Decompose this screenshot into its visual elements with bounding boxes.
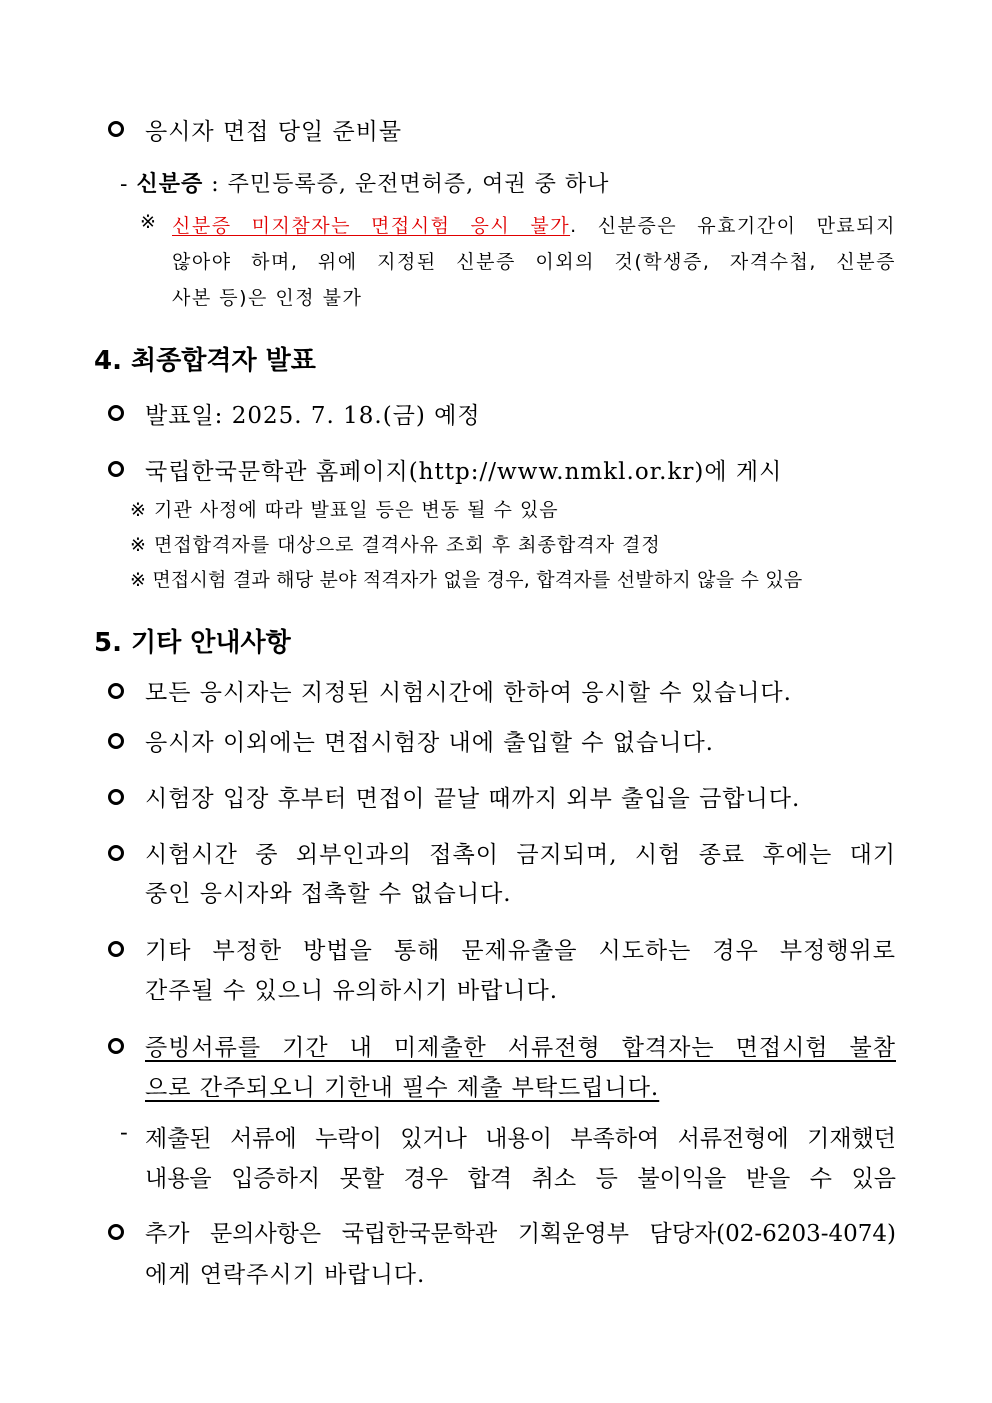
prep-id-line: - 신분증 : 주민등록증, 운전면허증, 여권 중 하나 bbox=[120, 171, 610, 197]
section4-note-2: ※ 면접합격자를 대상으로 결격사유 조회 후 최종합격자 결정 bbox=[130, 534, 661, 556]
prep-title: 응시자 면접 당일 준비물 bbox=[145, 119, 403, 145]
notice-item-1: 모든 응시자는 지정된 시험시간에 한하여 응시할 수 있습니다. bbox=[145, 680, 792, 706]
section4-note-1: ※ 기관 사정에 따라 발표일 등은 변동 될 수 있음 bbox=[130, 499, 559, 521]
circle-bullet-icon bbox=[108, 1038, 124, 1054]
circle-bullet-icon bbox=[108, 405, 124, 421]
id-text: : 주민등록증, 운전면허증, 여권 중 하나 bbox=[203, 172, 610, 197]
prep-note-line2: 않아야 하며, 위에 지정된 신분증 이외의 것(학생증, 자격수첩, 신분증 bbox=[172, 251, 896, 273]
notice-item-6-sub-line2: 내용을 입증하지 못할 경우 합격 취소 등 불이익을 받을 수 있음 bbox=[145, 1166, 896, 1192]
prep-note-line1 bbox=[172, 211, 896, 238]
notice-item-6-line2: 으로 간주되오니 기한내 필수 제출 부탁드립니다. bbox=[145, 1075, 660, 1101]
prep-note-red: 신분증 미지참자는 면접시험 응시 불가 bbox=[172, 215, 571, 237]
notice-item-4-line2: 중인 응시자와 접촉할 수 없습니다. bbox=[145, 881, 512, 907]
circle-bullet-icon bbox=[108, 733, 124, 749]
section4-heading: 4. 최종합격자 발표 bbox=[94, 346, 316, 376]
notice-item-6-sub-line1: 제출된 서류에 누락이 있거나 내용이 부족하여 서류전형에 기재했던 bbox=[145, 1126, 896, 1152]
notice-item-7-line2: 에게 연락주시기 바랍니다. bbox=[145, 1262, 426, 1288]
notice-item-3: 시험장 입장 후부터 면접이 끝날 때까지 외부 출입을 금합니다. bbox=[145, 786, 801, 812]
section4-note-3: ※ 면접시험 결과 해당 분야 적격자가 없을 경우, 합격자를 선발하지 않을 수 있음 bbox=[130, 569, 803, 591]
homepage-notice: 국립한국문학관 홈페이지(http://www.nmkl.or.kr)에 게시 bbox=[145, 459, 783, 485]
circle-bullet-icon bbox=[108, 845, 124, 861]
circle-bullet-icon bbox=[108, 789, 124, 805]
circle-bullet-icon bbox=[108, 941, 124, 957]
notice-item-4-line1: 시험시간 중 외부인과의 접촉이 금지되며, 시험 종료 후에는 대기 bbox=[145, 842, 896, 868]
dash-marker: - bbox=[120, 1120, 129, 1146]
circle-bullet-icon bbox=[108, 1224, 124, 1240]
notice-item-5-line1: 기타 부정한 방법을 통해 문제유출을 시도하는 경우 부정행위로 bbox=[145, 938, 896, 964]
announce-date: 발표일: 2025. 7. 18.(금) 예정 bbox=[145, 403, 481, 429]
circle-bullet-icon bbox=[108, 683, 124, 699]
prep-note-mark: ※ bbox=[140, 211, 158, 233]
notice-item-7-line1: 추가 문의사항은 국립한국문학관 기획운영부 담당자(02-6203-4074) bbox=[145, 1221, 896, 1247]
notice-item-6-line1: 증빙서류를 기간 내 미제출한 서류전형 합격자는 면접시험 불참 bbox=[145, 1035, 896, 1061]
id-label: 신분증 bbox=[136, 171, 204, 197]
circle-bullet-icon bbox=[108, 121, 124, 137]
prep-note-line3: 사본 등)은 인정 불가 bbox=[172, 287, 363, 309]
circle-bullet-icon bbox=[108, 461, 124, 477]
prep-note-rest: . 신분증은 유효기간이 만료되지 bbox=[570, 215, 896, 237]
notice-item-5-line2: 간주될 수 있으니 유의하시기 바랍니다. bbox=[145, 978, 559, 1004]
notice-item-2: 응시자 이외에는 면접시험장 내에 출입할 수 없습니다. bbox=[145, 730, 714, 756]
section5-heading: 5. 기타 안내사항 bbox=[94, 628, 291, 658]
